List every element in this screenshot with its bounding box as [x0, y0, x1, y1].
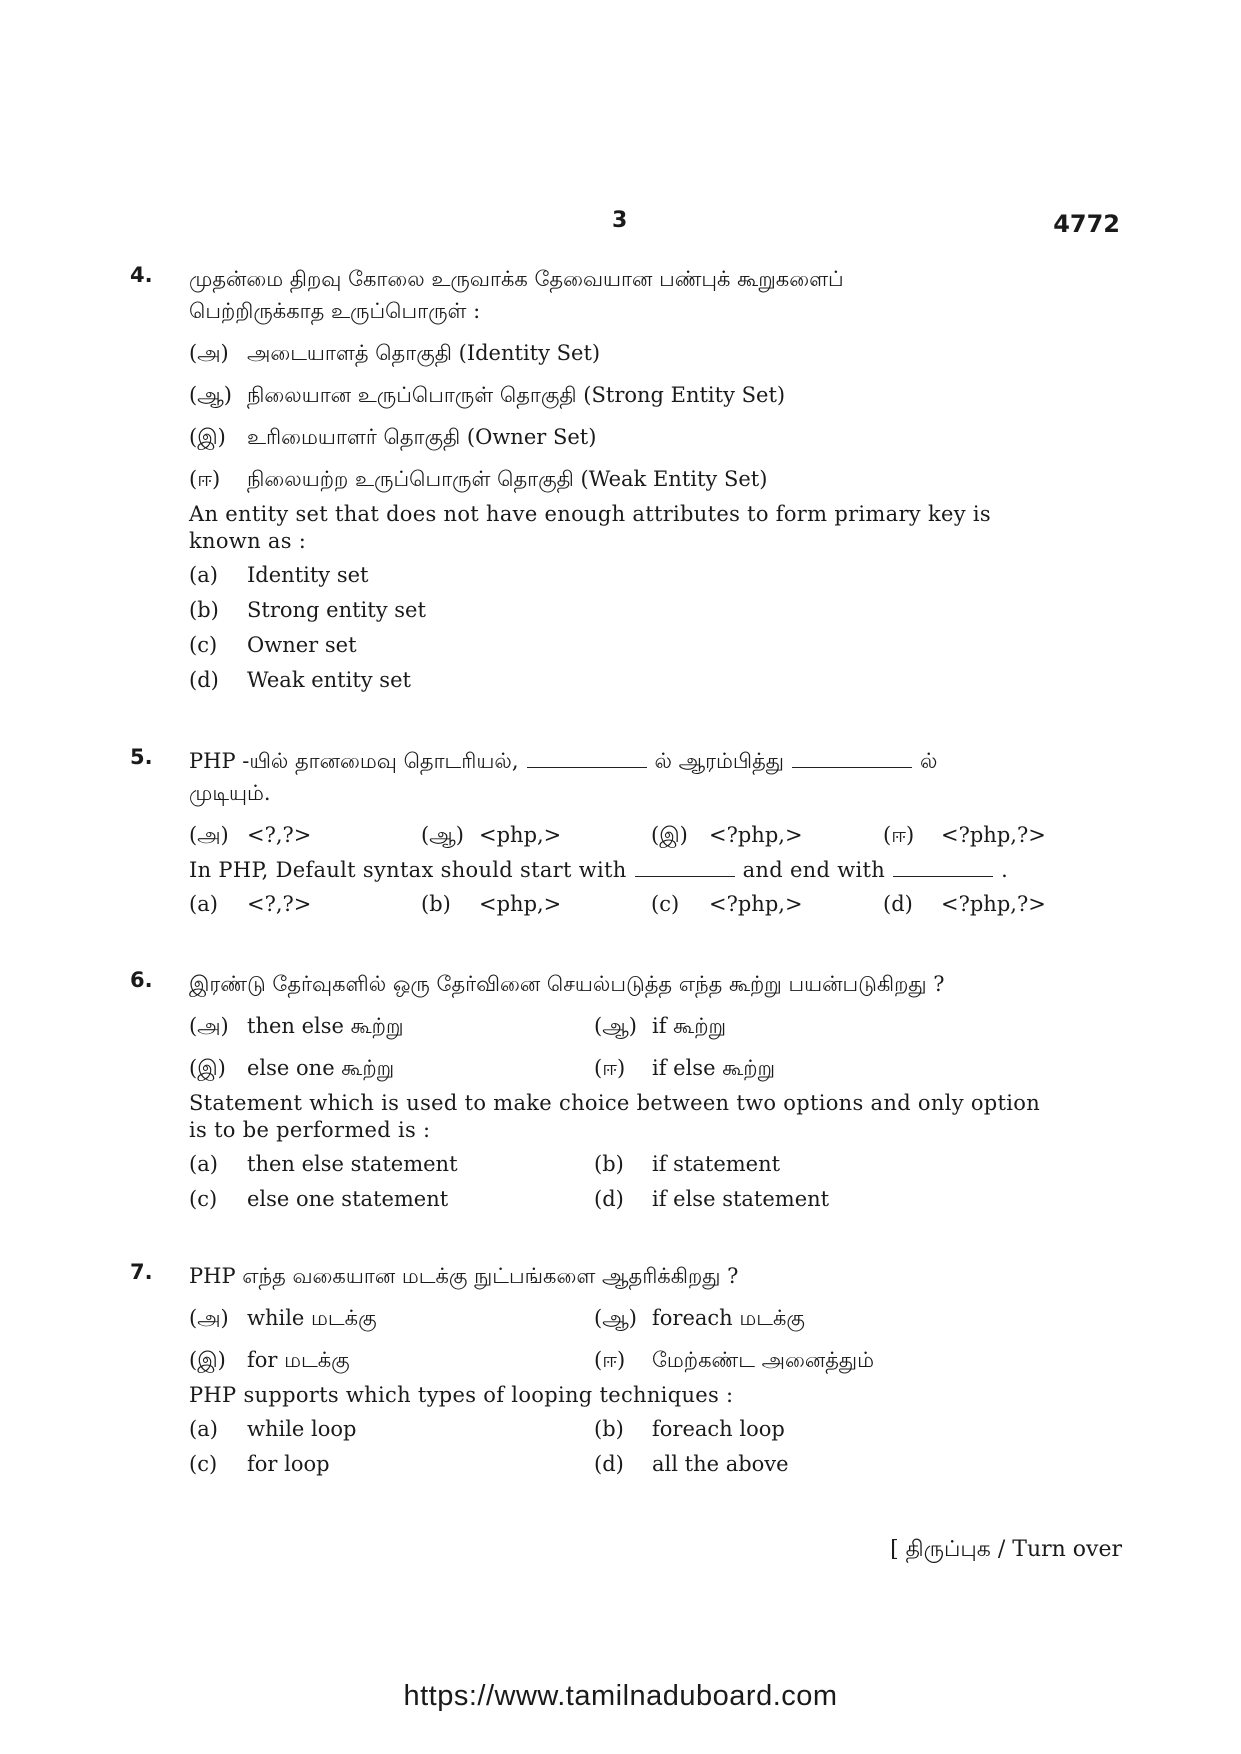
option: (c) <?php,>	[651, 892, 803, 916]
option: (d) Weak entity set	[189, 668, 411, 692]
question-5	[130, 745, 1060, 922]
option: (d) <?php,?>	[883, 892, 1046, 916]
question-number: 7.	[130, 1260, 153, 1284]
tamil-option: (இ) for மடக்கு	[189, 1348, 350, 1372]
option: (d) all the above	[594, 1452, 789, 1476]
option: (b) Strong entity set	[189, 598, 426, 622]
question-number: 6.	[130, 968, 153, 992]
question-6	[130, 968, 1060, 1217]
blank	[792, 749, 912, 768]
option: (d) if else statement	[594, 1187, 830, 1211]
tamil-option: (அ) <?,?>	[189, 823, 312, 847]
option: (a) then else statement	[189, 1152, 458, 1176]
question-4	[130, 263, 1060, 698]
tamil-option: (ஈ) நிலையற்ற உருப்பொருள் தொகுதி (Weak Entity Set)	[189, 467, 768, 491]
paper-code: 4772	[1053, 210, 1120, 238]
question-tamil: இரண்டு தேர்வுகளில் ஒரு தேர்வினை செயல்படுத்த எந்த கூற்று பயன்படுகிறது ?	[189, 972, 945, 996]
option: (a) while loop	[189, 1417, 357, 1441]
question-tamil: PHP எந்த வகையான மடக்கு நுட்பங்களை ஆதரிக்கிறது ?	[189, 1264, 739, 1288]
tamil-option: (அ) அடையாளத் தொகுதி (Identity Set)	[189, 341, 601, 365]
tamil-option: (ஆ) foreach மடக்கு	[594, 1306, 805, 1330]
page-number: 3	[612, 208, 628, 233]
tamil-option: (ஆ) நிலையான உருப்பொருள் தொகுதி (Strong Entity Set)	[189, 383, 786, 407]
tamil-option: (இ) else one கூற்று	[189, 1056, 395, 1080]
options	[189, 1147, 1060, 1217]
option: (c) else one statement	[189, 1187, 449, 1211]
question-tamil-line: முதன்மை திறவு கோலை உருவாக்க தேவையான பண்புக் கூறுகளைப்	[189, 267, 844, 291]
option: (b) foreach loop	[594, 1417, 785, 1441]
tamil-option: (ஆ) if கூற்று	[594, 1014, 727, 1038]
question-tamil-line: முடியும்.	[189, 781, 271, 805]
turn-over-note: [ திருப்புக / Turn over	[890, 1537, 1122, 1562]
question-english: An entity set that does not have enough attributes to form primary key is known as :	[189, 502, 991, 553]
tamil-option: (இ) <?php,>	[651, 823, 803, 847]
options	[189, 1412, 1060, 1482]
tamil-option: (அ) then else கூற்று	[189, 1014, 404, 1038]
blank	[893, 858, 993, 877]
question-number: 4.	[130, 263, 153, 287]
option: (c) for loop	[189, 1452, 330, 1476]
tamil-option: (ஈ) மேற்கண்ட அனைத்தும்	[594, 1348, 875, 1372]
tamil-options	[189, 818, 1060, 853]
question-tamil-line: PHP -யில் தானமைவு தொடரியல், ல் ஆரம்பித்து ல்	[189, 749, 938, 773]
question-english: Statement which is used to make choice between two options and only option is to be performed is :	[189, 1091, 1041, 1142]
question-tamil-line: பெற்றிருக்காத உருப்பொருள் :	[189, 299, 481, 323]
options	[189, 887, 1060, 922]
tamil-option: (அ) while மடக்கு	[189, 1306, 377, 1330]
footer-url[interactable]: https://www.tamilnaduboard.com	[403, 1680, 838, 1712]
option: (a) Identity set	[189, 563, 369, 587]
question-7	[130, 1260, 1060, 1482]
tamil-options	[189, 1301, 1060, 1378]
blank	[527, 749, 647, 768]
question-english: PHP supports which types of looping techniques :	[189, 1383, 734, 1407]
tamil-option: (ஈ) if else கூற்று	[594, 1056, 776, 1080]
option: (b) if statement	[594, 1152, 781, 1176]
question-number: 5.	[130, 745, 153, 769]
option: (b) <php,>	[421, 892, 562, 916]
option: (c) Owner set	[189, 633, 357, 657]
option: (a) <?,?>	[189, 892, 312, 916]
question-english: In PHP, Default syntax should start with and end with .	[189, 858, 1009, 882]
tamil-option: (இ) உரிமையாளர் தொகுதி (Owner Set)	[189, 425, 597, 449]
tamil-options	[189, 1009, 1060, 1086]
tamil-option: (ஆ) <php,>	[421, 823, 562, 847]
blank	[635, 858, 735, 877]
tamil-option: (ஈ) <?php,?>	[883, 823, 1046, 847]
